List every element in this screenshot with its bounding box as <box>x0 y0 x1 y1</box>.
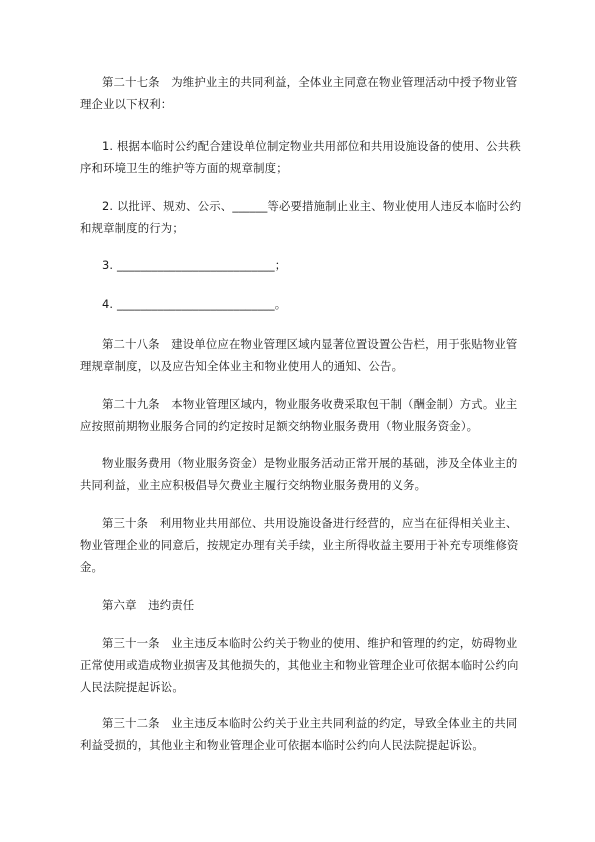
article-29-paragraph: 第二十九条 本物业管理区域内，物业服务收费采取包干制（酬金制）方式。业主应按照前期物业服务合同的约定按时足额交纳物业服务费用（物业服务资金）。 <box>80 397 518 433</box>
article-27-item-2: 2. 以批评、规劝、公示、______等必要措施制止业主、物业使用人违反本临时公约和规章制度的行为； <box>80 199 522 235</box>
article-30-paragraph: 第三十条 利用物业共用部位、共用设施设备进行经营的，应当在征得相关业主、物业管理企业的同意后，按规定办理有关手续，业主所得收益主要用于补充专项维修资金。 <box>80 516 519 574</box>
article-29-continuation: 物业服务费用（物业服务资金）是物业服务活动正常开展的基础，涉及全体业主的共同利益，业主应积极倡导欠费业主履行交纳物业服务费用的义务。 <box>80 456 518 492</box>
article-32-paragraph: 第三十二条 业主违反本临时公约关于业主共同利益的约定，导致全体业主的共同利益受损的，其他业主和物业管理企业可依据本临时公约向人民法院提起诉讼。 <box>80 716 518 752</box>
article-27-paragraph: 第二十七条 为维护业主的共同利益，全体业主同意在物业管理活动中授予物业管理企业以下权利： <box>80 75 518 111</box>
article-31-paragraph: 第三十一条 业主违反本临时公约关于物业的使用、维护和管理的约定，妨碍物业正常使用或造成物业损害及其他损失的，其他业主和物业管理企业可依据本临时公约向人民法院提起诉讼。 <box>80 636 519 694</box>
article-27-item-4: 4. ___________________________。 <box>102 297 287 311</box>
article-27-item-3: 3. ___________________________； <box>102 258 287 272</box>
article-28-paragraph: 第二十八条 建设单位应在物业管理区域内显著位置设置公告栏，用于张贴物业管理规章制度，以及应告知全体业主和物业使用人的通知、公告。 <box>80 337 518 373</box>
article-27-item-1: 1. 根据本临时公约配合建设单位制定物业共用部位和共用设施设备的使用、公共秩序和环境卫生的维护等方面的规章制度； <box>80 139 521 175</box>
chapter-6-heading: 第六章 违约责任 <box>102 598 195 612</box>
